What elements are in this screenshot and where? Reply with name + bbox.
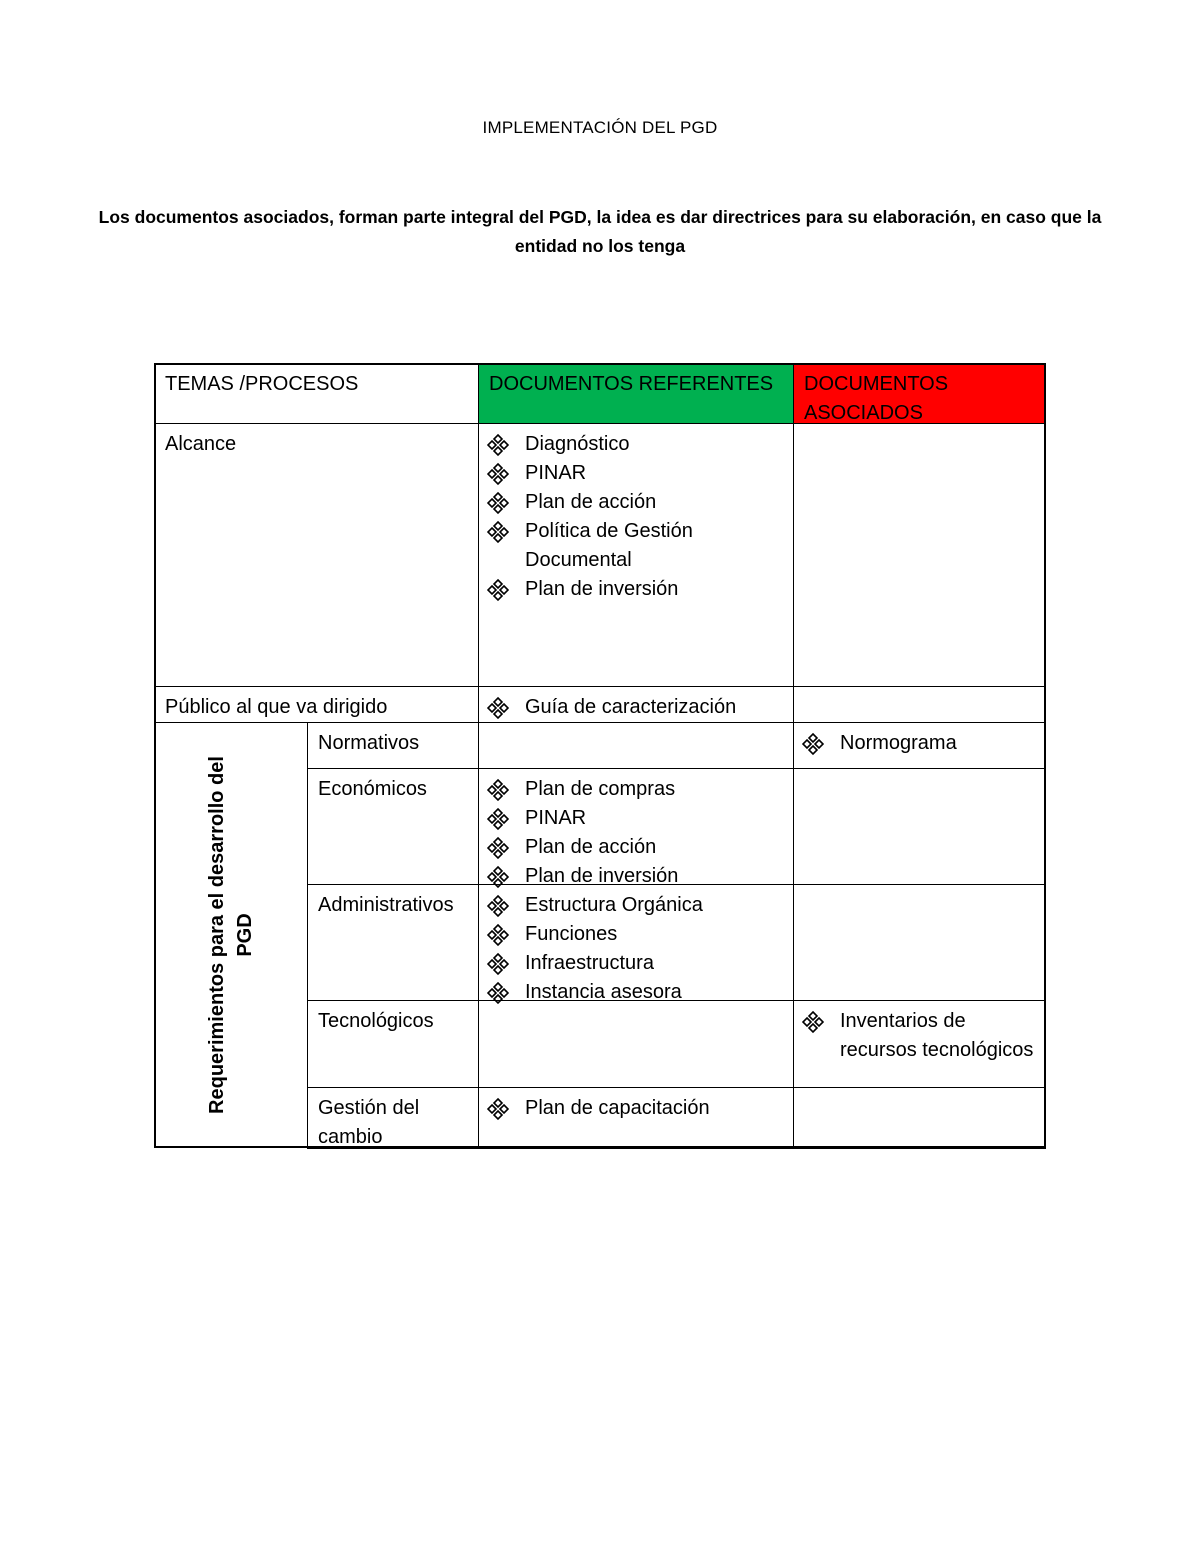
list-item bbox=[525, 1094, 783, 1123]
req-row-label: Normativos bbox=[318, 732, 420, 754]
list-item bbox=[525, 517, 783, 575]
list-item bbox=[525, 891, 783, 920]
four-diamond-bullet-icon bbox=[487, 775, 509, 804]
list-item-text: Plan de acción bbox=[525, 836, 657, 858]
four-diamond-bullet-icon bbox=[487, 920, 509, 949]
list-item bbox=[525, 488, 783, 517]
list-item bbox=[525, 920, 783, 949]
four-diamond-bullet-icon bbox=[802, 1007, 824, 1036]
list-item-text: Diagnóstico bbox=[525, 433, 630, 455]
header-referentes-label: DOCUMENTOS REFERENTES bbox=[489, 373, 774, 395]
list-item-text: Instancia asesora bbox=[525, 981, 682, 1003]
req-row-referentes-cell bbox=[478, 884, 794, 1001]
row-alcance-asociados bbox=[793, 423, 1046, 687]
four-diamond-bullet-icon bbox=[487, 891, 509, 920]
req-row-referentes-cell bbox=[478, 768, 794, 885]
list-item bbox=[525, 804, 783, 833]
list-item bbox=[840, 1007, 1035, 1065]
list-item bbox=[525, 430, 783, 459]
row-publico-referentes bbox=[478, 686, 794, 723]
req-row-label: Administrativos bbox=[318, 894, 454, 916]
four-diamond-bullet-icon bbox=[802, 729, 824, 758]
req-row-asociados-cell bbox=[793, 722, 1046, 769]
req-row-referentes-cell bbox=[478, 722, 794, 769]
list-item bbox=[525, 833, 783, 862]
list-item-text: Normograma bbox=[840, 732, 957, 754]
req-row-label-cell bbox=[307, 1087, 479, 1149]
header-temas-label: TEMAS /PROCESOS bbox=[165, 373, 359, 395]
four-diamond-bullet-icon bbox=[487, 430, 509, 459]
list-item bbox=[525, 693, 783, 722]
list-item-text: Plan de inversión bbox=[525, 865, 679, 887]
req-row-asociados-cell bbox=[793, 884, 1046, 1001]
header-asociados-line1: DOCUMENTOS bbox=[804, 373, 949, 395]
four-diamond-bullet-icon bbox=[487, 949, 509, 978]
req-row-label: Económicos bbox=[318, 778, 427, 800]
req-row-asociados-cell bbox=[793, 1000, 1046, 1088]
requerimientos-label-line2: PGD bbox=[234, 913, 257, 957]
intro-paragraph: Los documentos asociados, forman parte integral del PGD, la idea es dar directrices para su elaboración, en caso que la entidad no los tenga bbox=[98, 207, 1102, 256]
req-row-referentes-cell bbox=[478, 1087, 794, 1149]
four-diamond-bullet-icon bbox=[487, 693, 509, 722]
publico-label: Público al que va dirigido bbox=[165, 696, 388, 718]
req-row-label: Tecnológicos bbox=[318, 1010, 434, 1032]
list-item bbox=[840, 729, 1035, 758]
req-row-referentes-list bbox=[489, 775, 783, 891]
header-temas bbox=[154, 363, 479, 424]
list-item-text: PINAR bbox=[525, 807, 587, 829]
list-item-text: Guía de caracterización bbox=[525, 696, 737, 718]
list-item bbox=[525, 775, 783, 804]
list-item-text: PINAR bbox=[525, 462, 587, 484]
req-row-asociados-list bbox=[804, 729, 1035, 758]
req-row-label-cell bbox=[307, 722, 479, 769]
alcance-label: Alcance bbox=[165, 433, 237, 455]
list-item-text: Infraestructura bbox=[525, 952, 654, 974]
req-row-label: Gestión del cambio bbox=[318, 1097, 420, 1148]
req-row-label-cell bbox=[307, 884, 479, 1001]
row-alcance-label bbox=[154, 423, 479, 687]
list-item-text: Plan de compras bbox=[525, 778, 676, 800]
four-diamond-bullet-icon bbox=[487, 488, 509, 517]
four-diamond-bullet-icon bbox=[487, 575, 509, 604]
row-publico-label bbox=[154, 686, 479, 723]
list-item bbox=[525, 459, 783, 488]
four-diamond-bullet-icon bbox=[487, 459, 509, 488]
header-asociados bbox=[793, 363, 1046, 424]
list-item bbox=[525, 575, 783, 604]
header-referentes bbox=[478, 363, 794, 424]
list-item-text: Plan de inversión bbox=[525, 578, 679, 600]
list-item bbox=[525, 949, 783, 978]
list-item-text: Estructura Orgánica bbox=[525, 894, 703, 916]
requerimientos-label bbox=[154, 722, 308, 1148]
req-row-label-cell bbox=[307, 1000, 479, 1088]
four-diamond-bullet-icon bbox=[487, 833, 509, 862]
req-row-referentes-list bbox=[489, 891, 783, 1007]
pgd-table bbox=[154, 363, 1046, 1148]
document-title: IMPLEMENTACIÓN DEL PGD bbox=[482, 118, 718, 137]
req-row-asociados-list bbox=[804, 1007, 1035, 1065]
header-asociados-line2: ASOCIADOS bbox=[804, 402, 923, 424]
four-diamond-bullet-icon bbox=[487, 804, 509, 833]
list-item-text: Plan de capacitación bbox=[525, 1097, 710, 1119]
list-item-text: Funciones bbox=[525, 923, 618, 945]
req-row-referentes-cell bbox=[478, 1000, 794, 1088]
list-item-text: Inventarios de recursos tecnológicos bbox=[840, 1010, 1034, 1061]
list-item-text: Plan de acción bbox=[525, 491, 657, 513]
req-row-label-cell bbox=[307, 768, 479, 885]
publico-referentes-list bbox=[489, 693, 783, 722]
req-row-referentes-list bbox=[489, 1094, 783, 1123]
row-publico-asociados bbox=[793, 686, 1046, 723]
requerimientos-label-line1: Requerimientos para el desarrollo del bbox=[206, 756, 229, 1114]
four-diamond-bullet-icon bbox=[487, 517, 509, 546]
four-diamond-bullet-icon bbox=[487, 1094, 509, 1123]
list-item-text: Política de Gestión Documental bbox=[525, 520, 693, 571]
alcance-referentes-list bbox=[489, 430, 783, 604]
req-row-asociados-cell bbox=[793, 768, 1046, 885]
row-alcance-referentes bbox=[478, 423, 794, 687]
req-row-asociados-cell bbox=[793, 1087, 1046, 1149]
